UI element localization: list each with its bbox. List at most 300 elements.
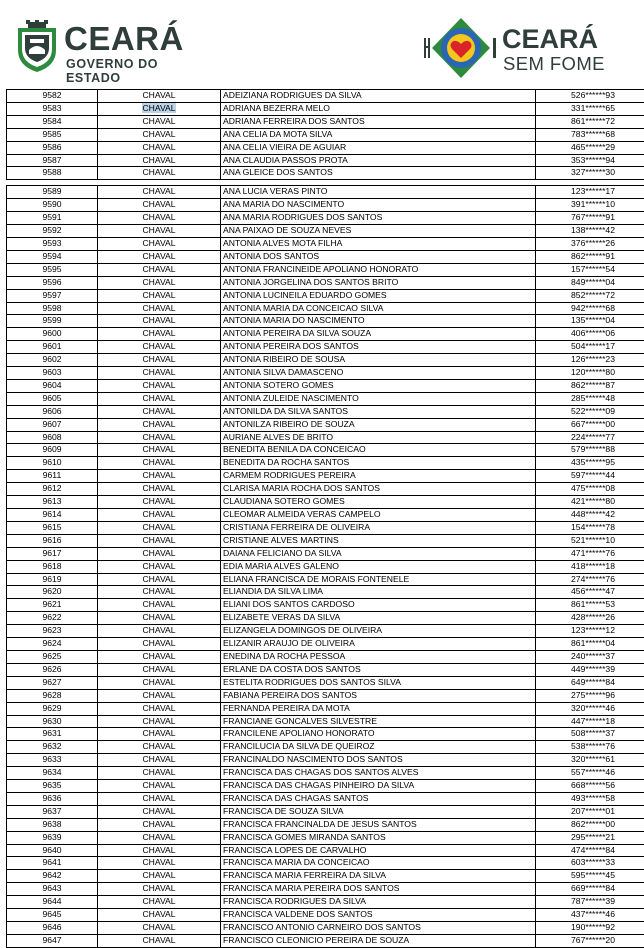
cpf-cell: 327******30	[536, 167, 644, 180]
row-number: 9647	[7, 934, 98, 947]
cpf-cell: 240******37	[536, 650, 644, 663]
name-cell: FRANCINALDO NASCIMENTO DOS SANTOS	[221, 754, 536, 767]
city-cell: CHAVAL	[98, 650, 221, 663]
cpf-cell: 579******88	[536, 444, 644, 457]
table-row	[7, 689, 644, 702]
table-row	[7, 263, 644, 276]
table-row	[7, 573, 644, 586]
city-cell: CHAVAL	[98, 302, 221, 315]
cpf-cell: 667******00	[536, 418, 644, 431]
city-cell: CHAVAL	[98, 418, 221, 431]
name-cell: ANA MARIA DO NASCIMENTO	[221, 199, 536, 212]
city-cell: CHAVAL	[98, 444, 221, 457]
row-number: 9605	[7, 392, 98, 405]
table-row	[7, 418, 644, 431]
city-cell: CHAVAL	[98, 521, 221, 534]
table-row	[7, 715, 644, 728]
table-row	[7, 496, 644, 509]
row-number: 9608	[7, 431, 98, 444]
row-number: 9634	[7, 767, 98, 780]
cpf-cell: 852******72	[536, 289, 644, 302]
name-cell: ADRIANA BEZERRA MELO	[221, 102, 536, 115]
row-number: 9609	[7, 444, 98, 457]
table-row	[7, 702, 644, 715]
cpf-cell: 123******17	[536, 186, 644, 199]
city-cell: CHAVAL	[98, 154, 221, 167]
name-cell: FRANCISCA RODRIGUES DA SILVA	[221, 896, 536, 909]
city-cell: CHAVAL	[98, 792, 221, 805]
cpf-cell: 320******46	[536, 702, 644, 715]
cpf-cell: 437******46	[536, 909, 644, 922]
name-cell: ELIZABETE VERAS DA SILVA	[221, 612, 536, 625]
cpf-cell: 521******10	[536, 534, 644, 547]
row-number: 9592	[7, 225, 98, 238]
name-cell: ANTONIA JORGELINA DOS SANTOS BRITO	[221, 276, 536, 289]
name-cell: FRANCISCA FRANCINALDA DE JESUS SANTOS	[221, 818, 536, 831]
table-row	[7, 250, 644, 263]
name-cell: ANA CELIA DA MOTA SILVA	[221, 128, 536, 141]
name-cell: FRANCISCA VALDENE DOS SANTOS	[221, 909, 536, 922]
city-cell: CHAVAL	[98, 922, 221, 935]
row-number: 9622	[7, 612, 98, 625]
row-number: 9633	[7, 754, 98, 767]
cpf-cell: 428******26	[536, 612, 644, 625]
city-cell: CHAVAL	[98, 870, 221, 883]
city-cell: CHAVAL	[98, 276, 221, 289]
row-number: 9632	[7, 741, 98, 754]
city-cell: CHAVAL	[98, 470, 221, 483]
cpf-cell: 767******20	[536, 934, 644, 947]
city-cell: CHAVAL	[98, 780, 221, 793]
cpf-cell: 353******94	[536, 154, 644, 167]
cpf-cell: 274******76	[536, 573, 644, 586]
table-row	[7, 102, 644, 115]
cpf-cell: 418******18	[536, 560, 644, 573]
row-number: 9602	[7, 354, 98, 367]
table-row	[7, 547, 644, 560]
row-number: 9591	[7, 212, 98, 225]
name-cell: ANTONIA ZULEIDE NASCIMENTO	[221, 392, 536, 405]
city-cell: CHAVAL	[98, 483, 221, 496]
row-number: 9643	[7, 883, 98, 896]
row-number: 9583	[7, 102, 98, 115]
name-cell: ADRIANA FERREIRA DOS SANTOS	[221, 115, 536, 128]
name-cell: ANTONIA RIBEIRO DE SOUSA	[221, 354, 536, 367]
governo-ceara-logo	[14, 20, 214, 76]
name-cell: ANTONILZA RIBEIRO DE SOUZA	[221, 418, 536, 431]
row-number: 9645	[7, 909, 98, 922]
name-cell: FRANCISCA DE SOUZA SILVA	[221, 805, 536, 818]
row-number: 9606	[7, 405, 98, 418]
table-row	[7, 128, 644, 141]
table-row	[7, 470, 644, 483]
row-number: 9637	[7, 805, 98, 818]
table-row	[7, 792, 644, 805]
cpf-cell: 597******44	[536, 470, 644, 483]
row-number: 9596	[7, 276, 98, 289]
cpf-cell: 126******23	[536, 354, 644, 367]
table-row	[7, 315, 644, 328]
city-cell: CHAVAL	[98, 573, 221, 586]
city-cell: CHAVAL	[98, 392, 221, 405]
cpf-cell: 157******54	[536, 263, 644, 276]
cpf-cell: 522******09	[536, 405, 644, 418]
table-row	[7, 302, 644, 315]
name-cell: FRANCILENE APOLIANO HONORATO	[221, 728, 536, 741]
row-number: 9617	[7, 547, 98, 560]
cpf-cell: 669******84	[536, 883, 644, 896]
table-row	[7, 663, 644, 676]
row-number: 9614	[7, 509, 98, 522]
name-cell: CLARISA MARIA ROCHA DOS SANTOS	[221, 483, 536, 496]
row-number: 9593	[7, 237, 98, 250]
table-row	[7, 767, 644, 780]
table-row	[7, 612, 644, 625]
cpf-cell: 331******65	[536, 102, 644, 115]
cpf-cell: 391******10	[536, 199, 644, 212]
cpf-cell: 526******93	[536, 90, 644, 103]
cpf-cell: 135******04	[536, 315, 644, 328]
table-row	[7, 379, 644, 392]
name-cell: ELIZANGELA DOMINGOS DE OLIVEIRA	[221, 625, 536, 638]
table-row	[7, 676, 644, 689]
name-cell: CRISTIANE ALVES MARTINS	[221, 534, 536, 547]
city-cell: CHAVAL	[98, 883, 221, 896]
city-cell: CHAVAL	[98, 676, 221, 689]
cpf-cell: 603******33	[536, 857, 644, 870]
row-number: 9603	[7, 367, 98, 380]
table-row	[7, 599, 644, 612]
row-number: 9607	[7, 418, 98, 431]
row-number: 9618	[7, 560, 98, 573]
table-row	[7, 586, 644, 599]
city-cell: CHAVAL	[98, 767, 221, 780]
city-cell: CHAVAL	[98, 212, 221, 225]
name-cell: ANA CELIA VIEIRA DE AGUIAR	[221, 141, 536, 154]
name-cell: ELIANI DOS SANTOS CARDOSO	[221, 599, 536, 612]
table-row	[7, 154, 644, 167]
cpf-cell: 942******68	[536, 302, 644, 315]
row-number: 9595	[7, 263, 98, 276]
name-cell: EDIA MARIA ALVES GALENO	[221, 560, 536, 573]
row-number: 9584	[7, 115, 98, 128]
name-cell: BENEDITA BENILA DA CONCEICAO	[221, 444, 536, 457]
cpf-cell: 448******42	[536, 509, 644, 522]
name-cell: ANTONIA SOTERO GOMES	[221, 379, 536, 392]
row-number: 9627	[7, 676, 98, 689]
cpf-cell: 123******12	[536, 625, 644, 638]
cpf-cell: 849******04	[536, 276, 644, 289]
table-row	[7, 237, 644, 250]
row-number: 9587	[7, 154, 98, 167]
city-cell: CHAVAL	[98, 818, 221, 831]
row-number: 9628	[7, 689, 98, 702]
row-number: 9585	[7, 128, 98, 141]
cpf-cell: 154******78	[536, 521, 644, 534]
row-number: 9589	[7, 186, 98, 199]
table-row	[7, 638, 644, 651]
row-number: 9642	[7, 870, 98, 883]
right-logo-subtitle: SEM FOME	[503, 53, 605, 75]
city-cell: CHAVAL	[98, 496, 221, 509]
name-cell: FRANCISCA MARIA DA CONCEICAO	[221, 857, 536, 870]
table-row	[7, 457, 644, 470]
cpf-cell: 783******68	[536, 128, 644, 141]
name-cell: ENEDINA DA ROCHA PESSOA	[221, 650, 536, 663]
beneficiary-list	[6, 89, 638, 948]
name-cell: ANA PAIXAO DE SOUZA NEVES	[221, 225, 536, 238]
table-row	[7, 521, 644, 534]
row-number: 9598	[7, 302, 98, 315]
cpf-cell: 285******48	[536, 392, 644, 405]
row-number: 9604	[7, 379, 98, 392]
name-cell: ANTONIA PEREIRA DA SILVA SOUZA	[221, 328, 536, 341]
city-cell: CHAVAL	[98, 612, 221, 625]
city-cell: CHAVAL	[98, 934, 221, 947]
cpf-cell: 320******61	[536, 754, 644, 767]
row-number: 9611	[7, 470, 98, 483]
beneficiary-table-main	[6, 185, 644, 947]
cpf-cell: 538******76	[536, 741, 644, 754]
table-row	[7, 289, 644, 302]
row-number: 9613	[7, 496, 98, 509]
row-number: 9601	[7, 341, 98, 354]
table-row	[7, 883, 644, 896]
city-cell: CHAVAL	[98, 186, 221, 199]
cpf-cell: 138******42	[536, 225, 644, 238]
row-number: 9620	[7, 586, 98, 599]
cpf-cell: 421******80	[536, 496, 644, 509]
city-cell: CHAVAL	[98, 625, 221, 638]
table-row	[7, 818, 644, 831]
city-cell: CHAVAL	[98, 367, 221, 380]
row-number: 9625	[7, 650, 98, 663]
cpf-cell: 595******45	[536, 870, 644, 883]
name-cell: ANTONIA MARIA DA CONCEICAO SILVA	[221, 302, 536, 315]
table-row	[7, 728, 644, 741]
row-number: 9612	[7, 483, 98, 496]
name-cell: ANTONIA LUCINEILA EDUARDO GOMES	[221, 289, 536, 302]
name-cell: FRANCISCA DAS CHAGAS SANTOS	[221, 792, 536, 805]
page-header	[0, 0, 644, 90]
cpf-cell: 207******01	[536, 805, 644, 818]
table-row	[7, 831, 644, 844]
row-number: 9619	[7, 573, 98, 586]
table-row	[7, 625, 644, 638]
row-number: 9636	[7, 792, 98, 805]
table-row	[7, 857, 644, 870]
row-number: 9629	[7, 702, 98, 715]
name-cell: ELIANDIA DA SILVA LIMA	[221, 586, 536, 599]
name-cell: FRANCIANE GONCALVES SILVESTRE	[221, 715, 536, 728]
row-number: 9638	[7, 818, 98, 831]
row-number: 9594	[7, 250, 98, 263]
city-cell: CHAVAL	[98, 167, 221, 180]
highlighted-text: CHAVAL	[142, 103, 175, 113]
city-cell: CHAVAL	[98, 115, 221, 128]
name-cell: ANTONIA SILVA DAMASCENO	[221, 367, 536, 380]
table-row	[7, 90, 644, 103]
city-cell: CHAVAL	[98, 509, 221, 522]
city-cell: CHAVAL	[98, 431, 221, 444]
row-number: 9639	[7, 831, 98, 844]
city-cell: CHAVAL	[98, 844, 221, 857]
table-row	[7, 225, 644, 238]
city-cell: CHAVAL	[98, 689, 221, 702]
city-cell: CHAVAL	[98, 857, 221, 870]
table-row	[7, 844, 644, 857]
city-cell: CHAVAL	[98, 341, 221, 354]
cpf-cell: 449******39	[536, 663, 644, 676]
name-cell: ANTONIA FRANCINEIDE APOLIANO HONORATO	[221, 263, 536, 276]
name-cell: CARMEM RODRIGUES PEREIRA	[221, 470, 536, 483]
city-cell: CHAVAL	[98, 128, 221, 141]
table-row	[7, 392, 644, 405]
cpf-cell: 649******84	[536, 676, 644, 689]
table-row	[7, 354, 644, 367]
city-cell: CHAVAL	[98, 896, 221, 909]
table-row	[7, 805, 644, 818]
cpf-cell: 224******77	[536, 431, 644, 444]
table-row	[7, 741, 644, 754]
cpf-cell: 456******47	[536, 586, 644, 599]
city-cell: CHAVAL	[98, 547, 221, 560]
row-number: 9644	[7, 896, 98, 909]
cpf-cell: 767******91	[536, 212, 644, 225]
name-cell: DAIANA FELICIANO DA SILVA	[221, 547, 536, 560]
row-number: 9616	[7, 534, 98, 547]
city-cell: CHAVAL	[98, 715, 221, 728]
table-row	[7, 870, 644, 883]
table-row	[7, 328, 644, 341]
row-number: 9623	[7, 625, 98, 638]
name-cell: ANA CLAUDIA PASSOS PROTA	[221, 154, 536, 167]
row-number: 9597	[7, 289, 98, 302]
row-number: 9582	[7, 90, 98, 103]
row-number: 9586	[7, 141, 98, 154]
table-row	[7, 141, 644, 154]
name-cell: ANTONIA MARIA DO NASCIMENTO	[221, 315, 536, 328]
city-cell: CHAVAL	[98, 141, 221, 154]
name-cell: ADEIZIANA RODRIGUES DA SILVA	[221, 90, 536, 103]
city-cell: CHAVAL	[98, 586, 221, 599]
table-row	[7, 276, 644, 289]
city-cell: CHAVAL	[98, 225, 221, 238]
table-row	[7, 444, 644, 457]
row-number: 9590	[7, 199, 98, 212]
beneficiary-table-top	[6, 89, 644, 180]
name-cell: CLAUDIANA SOTERO GOMES	[221, 496, 536, 509]
cpf-cell: 508******37	[536, 728, 644, 741]
name-cell: ANTONIA DOS SANTOS	[221, 250, 536, 263]
table-row	[7, 167, 644, 180]
cpf-cell: 862******00	[536, 818, 644, 831]
table-row	[7, 186, 644, 199]
cpf-cell: 465******29	[536, 141, 644, 154]
name-cell: ANA MARIA RODRIGUES DOS SANTOS	[221, 212, 536, 225]
cpf-cell: 861******53	[536, 599, 644, 612]
table-row	[7, 922, 644, 935]
cpf-cell: 376******26	[536, 237, 644, 250]
table-row	[7, 212, 644, 225]
left-logo-title: CEARÁ	[64, 22, 184, 56]
city-cell: CHAVAL	[98, 289, 221, 302]
table-row	[7, 780, 644, 793]
row-number: 9624	[7, 638, 98, 651]
cpf-cell: 861******72	[536, 115, 644, 128]
city-cell: CHAVAL	[98, 237, 221, 250]
city-cell: CHAVAL	[98, 831, 221, 844]
city-cell: CHAVAL	[98, 250, 221, 263]
row-number: 9630	[7, 715, 98, 728]
cpf-cell: 557******46	[536, 767, 644, 780]
row-number: 9610	[7, 457, 98, 470]
row-number: 9635	[7, 780, 98, 793]
city-cell: CHAVAL	[98, 754, 221, 767]
cpf-cell: 787******39	[536, 896, 644, 909]
cpf-cell: 275******96	[536, 689, 644, 702]
row-number: 9615	[7, 521, 98, 534]
cpf-cell: 862******91	[536, 250, 644, 263]
row-number: 9600	[7, 328, 98, 341]
name-cell: FRANCISCA DAS CHAGAS DOS SANTOS ALVES	[221, 767, 536, 780]
table-row	[7, 650, 644, 663]
name-cell: CRISTIANA FERREIRA DE OLIVEIRA	[221, 521, 536, 534]
city-cell: CHAVAL	[98, 199, 221, 212]
city-cell: CHAVAL	[98, 663, 221, 676]
table-row	[7, 934, 644, 947]
cpf-cell: 406******06	[536, 328, 644, 341]
table-row	[7, 405, 644, 418]
name-cell: ESTELITA RODRIGUES DOS SANTOS SILVA	[221, 676, 536, 689]
name-cell: ANTONIA PEREIRA DOS SANTOS	[221, 341, 536, 354]
name-cell: ELIZANIR ARAUJO DE OLIVEIRA	[221, 638, 536, 651]
cpf-cell: 295******21	[536, 831, 644, 844]
left-logo-subtitle: GOVERNO DO ESTADO	[66, 57, 214, 85]
cpf-cell: 475******08	[536, 483, 644, 496]
cpf-cell: 120******80	[536, 367, 644, 380]
city-cell: CHAVAL	[98, 560, 221, 573]
name-cell: ANTONIA ALVES MOTA FILHA	[221, 237, 536, 250]
table-row	[7, 534, 644, 547]
row-number: 9631	[7, 728, 98, 741]
table-row	[7, 509, 644, 522]
name-cell: FRANCISCO ANTONIO CARNEIRO DOS SANTOS	[221, 922, 536, 935]
name-cell: BENEDITA DA ROCHA SANTOS	[221, 457, 536, 470]
cpf-cell: 435******95	[536, 457, 644, 470]
cpf-cell: 471******76	[536, 547, 644, 560]
name-cell: ANA LUCIA VERAS PINTO	[221, 186, 536, 199]
city-cell: CHAVAL	[98, 599, 221, 612]
name-cell: FRANCISCO CLEONICIO PEREIRA DE SOUZA	[221, 934, 536, 947]
city-cell: CHAVAL	[98, 728, 221, 741]
table-row	[7, 483, 644, 496]
row-number: 9646	[7, 922, 98, 935]
city-cell: CHAVAL	[98, 405, 221, 418]
name-cell: FRANCISCA GOMES MIRANDA SANTOS	[221, 831, 536, 844]
row-number: 9588	[7, 167, 98, 180]
row-number: 9599	[7, 315, 98, 328]
cpf-cell: 504******17	[536, 341, 644, 354]
name-cell: FRANCISCA MARIA PEREIRA DOS SANTOS	[221, 883, 536, 896]
cpf-cell: 493******58	[536, 792, 644, 805]
table-row	[7, 431, 644, 444]
row-number: 9621	[7, 599, 98, 612]
cpf-cell: 861******04	[536, 638, 644, 651]
table-row	[7, 367, 644, 380]
city-cell: CHAVAL	[98, 805, 221, 818]
table-row	[7, 896, 644, 909]
